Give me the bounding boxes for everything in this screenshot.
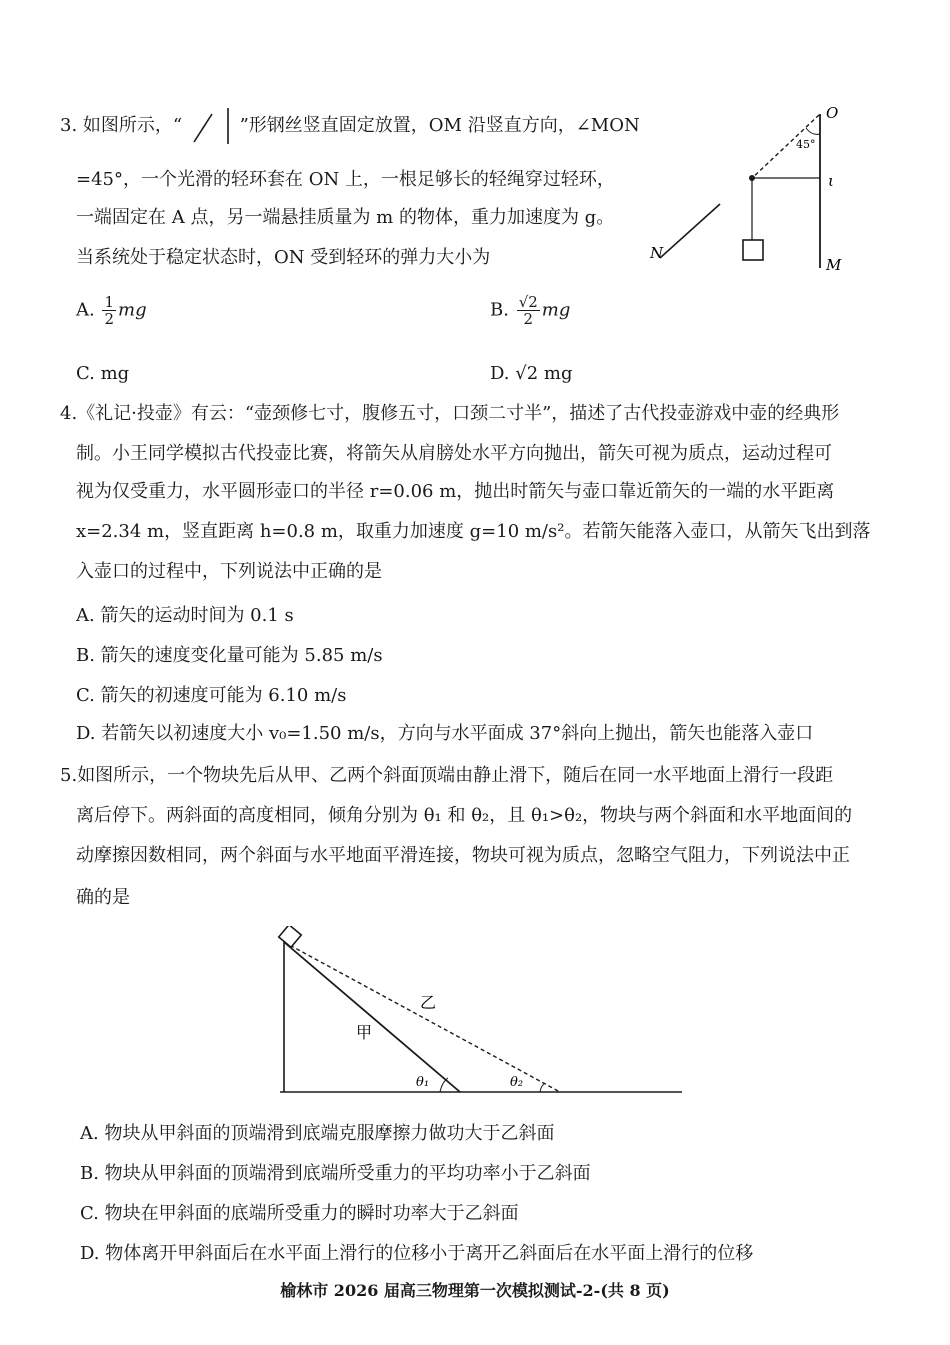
q4-option-D: D. 若箭矢以初速度大小 v₀=1.50 m/s，方向与水平面成 37°斜向上抛出，箭矢也能落入壶口 [76,723,814,744]
angle-theta2-arc [540,1084,544,1092]
label-A: ι [828,172,834,190]
q5-line4: 确的是 [76,887,130,908]
angle-arc [806,128,820,134]
q4-option-B: B. 箭矢的速度变化量可能为 5.85 m/s [76,645,383,666]
q5-option-D: D. 物体离开甲斜面后在水平面上滑行的位移小于离开乙斜面后在水平面上滑行的位移 [80,1243,754,1264]
label-M: M [826,256,842,274]
wire-shape-icon [188,106,234,146]
label-jia: 甲 [356,1023,373,1042]
q5-line2: 离后停下。两斜面的高度相同，倾角分别为 θ₁ 和 θ₂，且 θ₁>θ₂，物块与两个斜面和水平地面间的 [76,805,853,826]
q4-line5: 入壶口的过程中，下列说法中正确的是 [76,561,382,582]
label-theta1: θ₁ [416,1075,430,1090]
q5-option-B: B. 物块从甲斜面的顶端滑到底端所受重力的平均功率小于乙斜面 [80,1163,591,1184]
q5-line3: 动摩擦因数相同，两个斜面与水平地面平滑连接，物块可视为质点，忽略空气阻力，下列说法中正 [76,845,850,866]
q4-option-C: C. 箭矢的初速度可能为 6.10 m/s [76,685,347,706]
q3-figure [640,100,850,280]
rod-ON [660,204,720,258]
q4-line4: x=2.34 m，竖直距离 h=0.8 m，取重力加速度 g=10 m/s²。若箭矢能落入壶口，从箭矢飞出到落 [76,521,871,542]
incline-yi [284,942,560,1092]
q3-line3: 一端固定在 A 点，另一端悬挂质量为 m 的物体，重力加速度为 g。 [76,207,615,228]
label-yi: 乙 [420,993,437,1012]
block [279,926,302,947]
q4-number: 4. [60,403,78,424]
q4-line2: 制。小王同学模拟古代投壶比赛，将箭矢从肩膀处水平方向抛出，箭矢可视为质点，运动过程可 [76,443,832,464]
q4-option-A: A. 箭矢的运动时间为 0.1 s [76,605,294,626]
label-N: N [650,244,664,262]
q4-line3: 视为仅受重力，水平圆形壶口的半径 r=0.06 m，抛出时箭矢与壶口靠近箭矢的一端的水平距离 [76,481,835,502]
q3-line4: 当系统处于稳定状态时，ON 受到轻环的弹力大小为 [76,247,491,268]
q5-option-C: C. 物块在甲斜面的底端所受重力的瞬时功率大于乙斜面 [80,1203,519,1224]
hanging-mass [743,240,763,260]
fraction-A: $\frac{1}{2}$ [104,293,115,328]
q3-line2: =45°，一个光滑的轻环套在 ON 上，一根足够长的轻绳穿过轻环， [76,169,615,190]
q3-number: 3. [60,115,78,136]
label-theta2: θ₂ [510,1075,524,1090]
incline-jia [284,942,460,1092]
q3-intro-suffix: ”形钢丝竖直固定放置，OM 沿竖直方向，∠MON [239,115,640,136]
q5-line1: 5.如图所示，一个物块先后从甲、乙两个斜面顶端由静止滑下，随后在同一水平地面上滑行一段距 [60,765,834,786]
q3-line1 [60,106,640,146]
q3-option-A: A. $\frac{1}{2}$ mg [76,293,147,328]
label-O: O [826,104,839,122]
label-angle: 45° [796,138,816,151]
q3-option-D: D. √2 mg [490,363,573,384]
q3-option-B: B. $\frac{√2}{2}$ mg [490,293,571,328]
q5-option-A: A. 物块从甲斜面的顶端滑到底端克服摩擦力做功大于乙斜面 [80,1123,555,1144]
q4-line1: 4.《礼记·投壶》有云：“壶颈修七寸，腹修五寸，口颈二寸半”，描述了古代投壶游戏中壶的经典形 [60,403,840,424]
fraction-B: $\frac{√2}{2}$ [518,293,538,328]
q3-option-C: C. mg [76,363,130,384]
q5-figure [270,926,690,1098]
page-footer: 榆林市 2026 届高三物理第一次模拟测试-2-(共 8 页) [280,1281,670,1300]
q5-number: 5. [60,765,78,786]
q3-intro-prefix: 如图所示，“ [82,115,183,136]
